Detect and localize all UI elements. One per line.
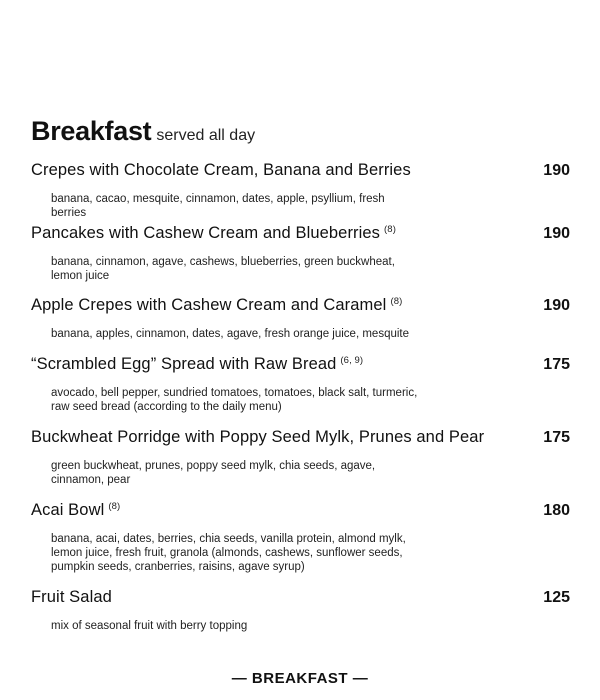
- allergen-codes: (8): [108, 501, 121, 512]
- item-name: Fruit Salad: [31, 588, 112, 606]
- menu-item: [31, 428, 570, 487]
- menu-item: [31, 588, 570, 633]
- item-description: banana, cinnamon, agave, cashews, blueberries, green buckwheat, lemon juice: [51, 256, 395, 282]
- allergen-codes: (8): [384, 224, 396, 235]
- item-name: Crepes with Chocolate Cream, Banana and Berries: [31, 161, 411, 179]
- item-name: Acai Bowl $^{(8)}$: [31, 501, 121, 519]
- menu-item: [31, 224, 570, 283]
- item-description: banana, cacao, mesquite, cinnamon, dates, apple, psyllium, fresh berries: [51, 193, 385, 219]
- menu-item: [31, 296, 570, 341]
- item-price: 190: [543, 297, 570, 314]
- section-header: [31, 116, 255, 147]
- item-price: 190: [543, 225, 570, 242]
- menu-item: [31, 161, 570, 220]
- item-price: 190: [543, 162, 570, 179]
- item-description: mix of seasonal fruit with berry topping: [51, 620, 248, 632]
- menu-item: [31, 501, 570, 574]
- item-description: banana, acai, dates, berries, chia seeds, vanilla protein, almond mylk, lemon juice, fresh fruit, granola (almonds, cashews, sunflower seeds, pumpkin seeds, cranberries, raisins, agave syrup): [51, 533, 406, 573]
- item-price: 175: [543, 429, 570, 446]
- item-name: Pancakes with Cashew Cream and Blueberries $^{(8)}$: [31, 224, 396, 242]
- item-name: “Scrambled Egg” Spread with Raw Bread $^{(6, 9)}$: [31, 355, 364, 373]
- page-footer-label: — BREAKFAST —: [231, 670, 369, 687]
- menu-item: [31, 355, 570, 414]
- section-title: Breakfast: [31, 116, 152, 146]
- allergen-codes: (6, 9): [340, 355, 364, 366]
- item-price: 180: [543, 502, 570, 519]
- item-description: avocado, bell pepper, sundried tomatoes, tomatoes, black salt, turmeric, raw seed bread (according to the daily menu): [51, 387, 418, 413]
- item-price: 125: [543, 589, 570, 606]
- item-name: Buckwheat Porridge with Poppy Seed Mylk, Prunes and Pear: [31, 428, 485, 446]
- section-subtitle: served all day: [156, 127, 256, 144]
- item-name: Apple Crepes with Cashew Cream and Caramel $^{(8)}$: [31, 296, 403, 314]
- item-price: 175: [543, 356, 570, 373]
- allergen-codes: (8): [390, 296, 403, 307]
- item-description: green buckwheat, prunes, poppy seed mylk, chia seeds, agave, cinnamon, pear: [51, 460, 376, 486]
- item-description: banana, apples, cinnamon, dates, agave, fresh orange juice, mesquite: [51, 328, 410, 340]
